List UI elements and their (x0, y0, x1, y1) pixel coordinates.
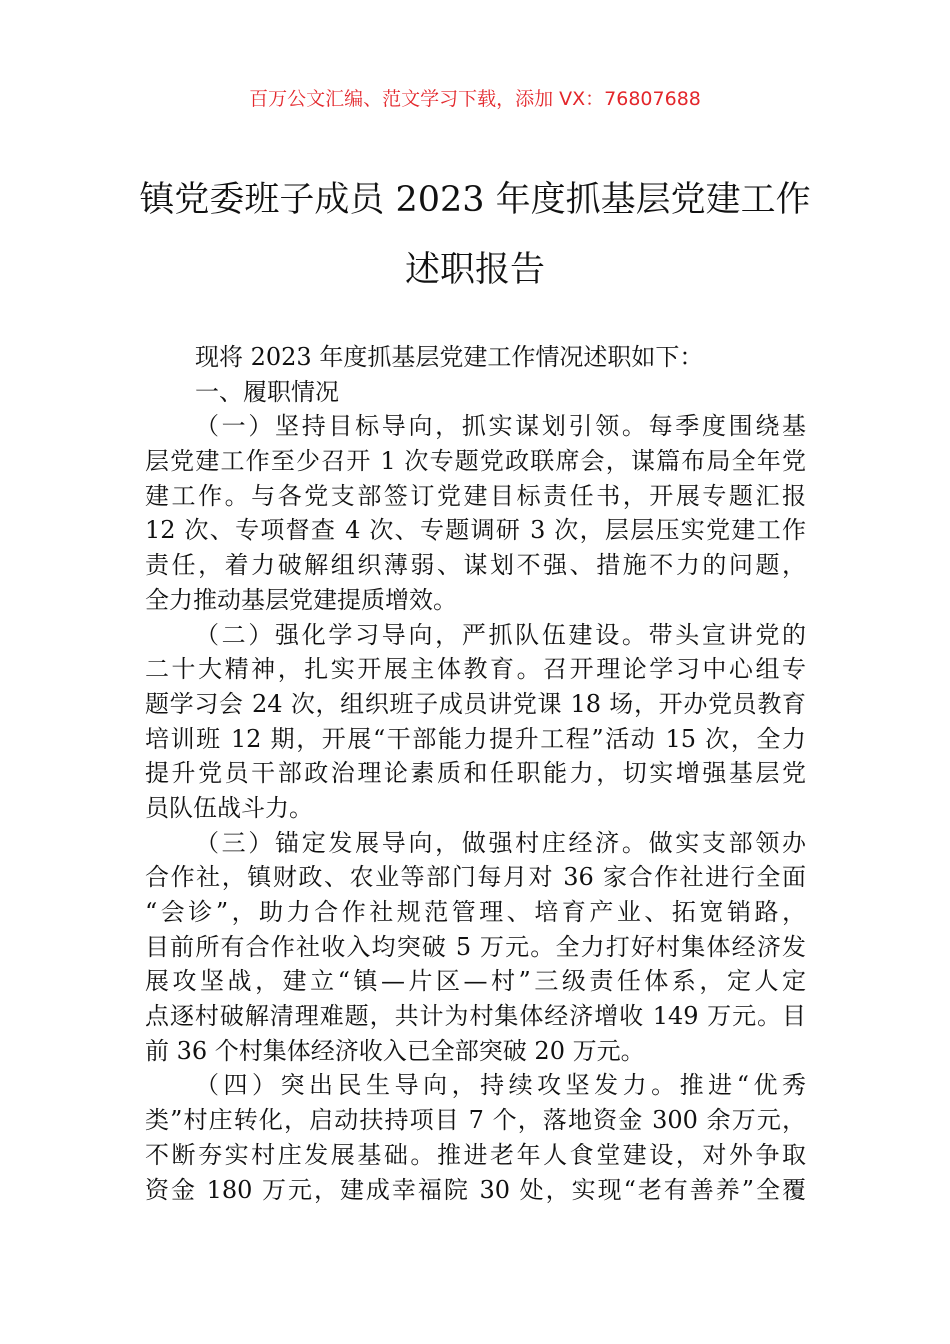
paragraph-line: 建工作。与各党支部签订党建目标责任书，开展专题汇报 (145, 481, 806, 510)
paragraph-line: 提升党员干部政治理论素质和任职能力，切实增强基层党 (145, 759, 806, 788)
paragraph-line: （二）强化学习导向，严抓队伍建设。带头宣讲党的 (195, 620, 806, 649)
document-title-line-2: 述职报告 (404, 250, 545, 290)
section-heading: 一、履职情况 (195, 377, 339, 406)
paragraph-line: 点逐村破解清理难题，共计为村集体经济增收 149 万元。目 (145, 1002, 806, 1031)
paragraph-line: 前 36 个村集体经济收入已全部突破 20 万元。 (145, 1036, 645, 1065)
paragraph-line: 层党建工作至少召开 1 次专题党政联席会，谋篇布局全年党 (145, 447, 806, 476)
paragraph-line: 二十大精神，扎实开展主体教育。召开理论学习中心组专 (145, 655, 806, 684)
document-body (145, 340, 806, 1207)
paragraph-line: 类”村庄转化，启动扶持项目 7 个，落地资金 300 余万元， (145, 1106, 806, 1135)
intro-paragraph: 现将 2023 年度抓基层党建工作情况述职如下： (195, 343, 704, 371)
paragraph-line: 题学习会 24 次，组织班子成员讲党课 18 场，开办党员教育 (145, 689, 806, 718)
paragraph-line: 展攻坚战，建立“镇—片区—村”三级责任体系，定人定 (145, 967, 806, 996)
paragraph-line: 合作社，镇财政、农业等部门每月对 36 家合作社进行全面 (145, 863, 806, 892)
paragraphs (145, 409, 806, 1207)
paragraph (145, 826, 806, 1069)
watermark-banner: 百万公文汇编、范文学习下载，添加 VX：76807688 (249, 88, 701, 110)
document-title-line-1: 镇党委班子成员 2023 年度抓基层党建工作 (139, 180, 811, 220)
paragraph-line: 资金 180 万元，建成幸福院 30 处，实现“老有善养”全覆 (145, 1175, 806, 1204)
paragraph-line: 责任，着力破解组织薄弱、谋划不强、措施不力的问题， (145, 551, 806, 580)
paragraph (145, 1068, 806, 1207)
paragraph-line: （四）突出民生导向，持续攻坚发力。推进“优秀 (195, 1071, 806, 1100)
paragraph-line: “会诊”，助力合作社规范管理、培育产业、拓宽销路， (145, 898, 806, 926)
paragraph-line: 全力推动基层党建提质增效。 (145, 585, 457, 614)
paragraph-line: 不断夯实村庄发展基础。推进老年人食堂建设，对外争取 (145, 1140, 806, 1169)
paragraph (145, 618, 806, 826)
paragraph (145, 409, 806, 617)
paragraph-line: 培训班 12 期，开展“干部能力提升工程”活动 15 次，全力 (145, 724, 806, 753)
paragraph-line: 目前所有合作社收入均突破 5 万元。全力打好村集体经济发 (145, 932, 806, 961)
paragraph-line: 12 次、专项督查 4 次、专题调研 3 次，层层压实党建工作 (145, 516, 806, 545)
paragraph-line: 员队伍战斗力。 (145, 793, 313, 822)
paragraph-line: （一）坚持目标导向，抓实谋划引领。每季度围绕基 (195, 412, 806, 441)
paragraph-line: （三）锚定发展导向，做强村庄经济。做实支部领办 (195, 828, 806, 857)
